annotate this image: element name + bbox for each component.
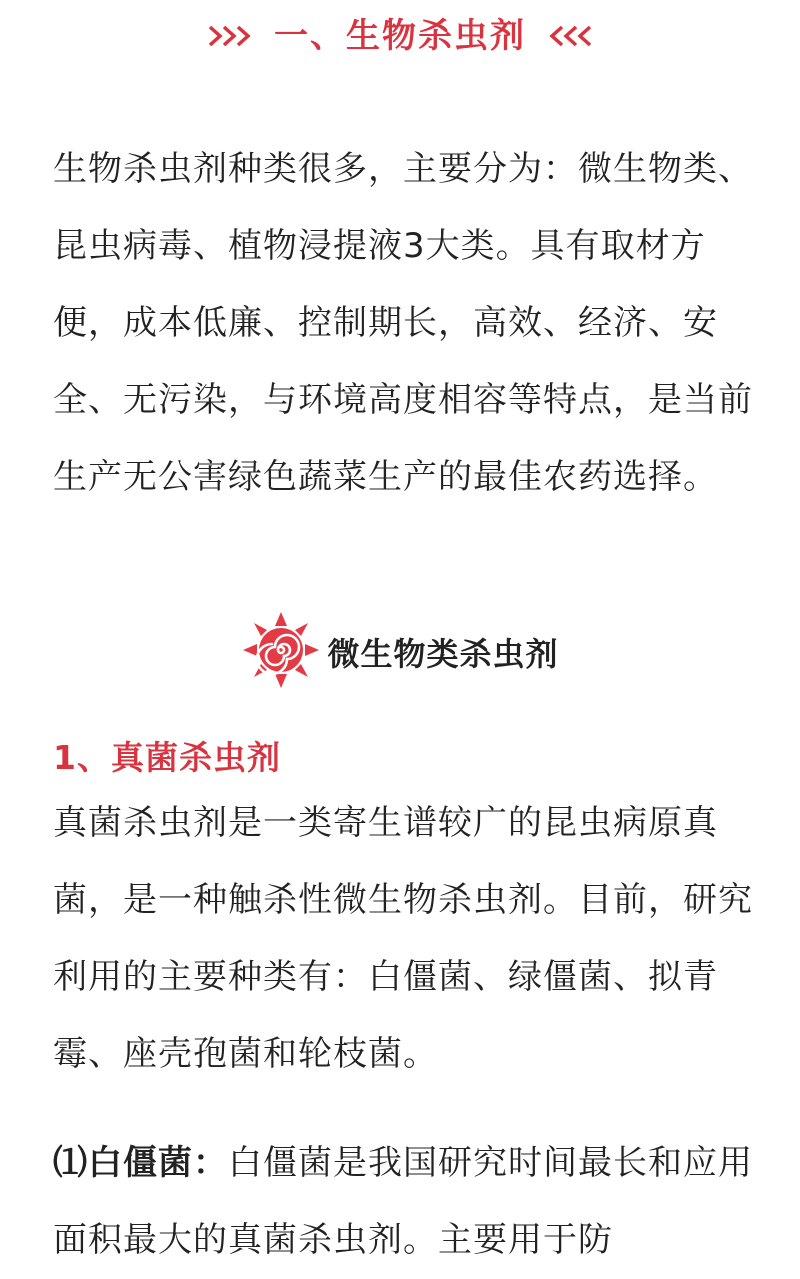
item-number: ⑴ <box>53 1143 88 1183</box>
beauveria-paragraph <box>53 1125 753 1279</box>
section-header <box>0 8 800 64</box>
subsection-header <box>0 612 800 692</box>
beauveria-text: 白僵菌是我国研究时间最长和应用面积最大的真菌杀虫剂。主要用于防 <box>53 1143 753 1260</box>
section-title: 一、生物杀虫剂 <box>274 16 526 56</box>
intro-paragraph: 生物杀虫剂种类很多，主要分为：微生物类、昆虫病毒、植物浸提液3大类。具有取材方便，成本低廉、控制期长，高效、经济、安全、无污染，与环境高度相容等特点，是当前生产无公害绿色蔬菜生产的最佳农药选择。 <box>53 149 753 497</box>
triple-chevron-right-icon <box>208 8 260 64</box>
sun-spiral-icon <box>241 610 321 694</box>
fungi-paragraph: 真菌杀虫剂是一类寄生谱较广的昆虫病原真菌，是一种触杀性微生物杀虫剂。目前，研究利用的主要种类有：白僵菌、绿僵菌、拟青霉、座壳孢菌和轮枝菌。 <box>53 803 753 1074</box>
triple-chevron-left-icon <box>540 8 592 64</box>
beauveria-label: 白僵菌： <box>88 1143 228 1183</box>
subsection-title: 微生物类杀虫剂 <box>327 635 559 673</box>
fungi-heading: 1、真菌杀虫剂 <box>53 738 281 777</box>
